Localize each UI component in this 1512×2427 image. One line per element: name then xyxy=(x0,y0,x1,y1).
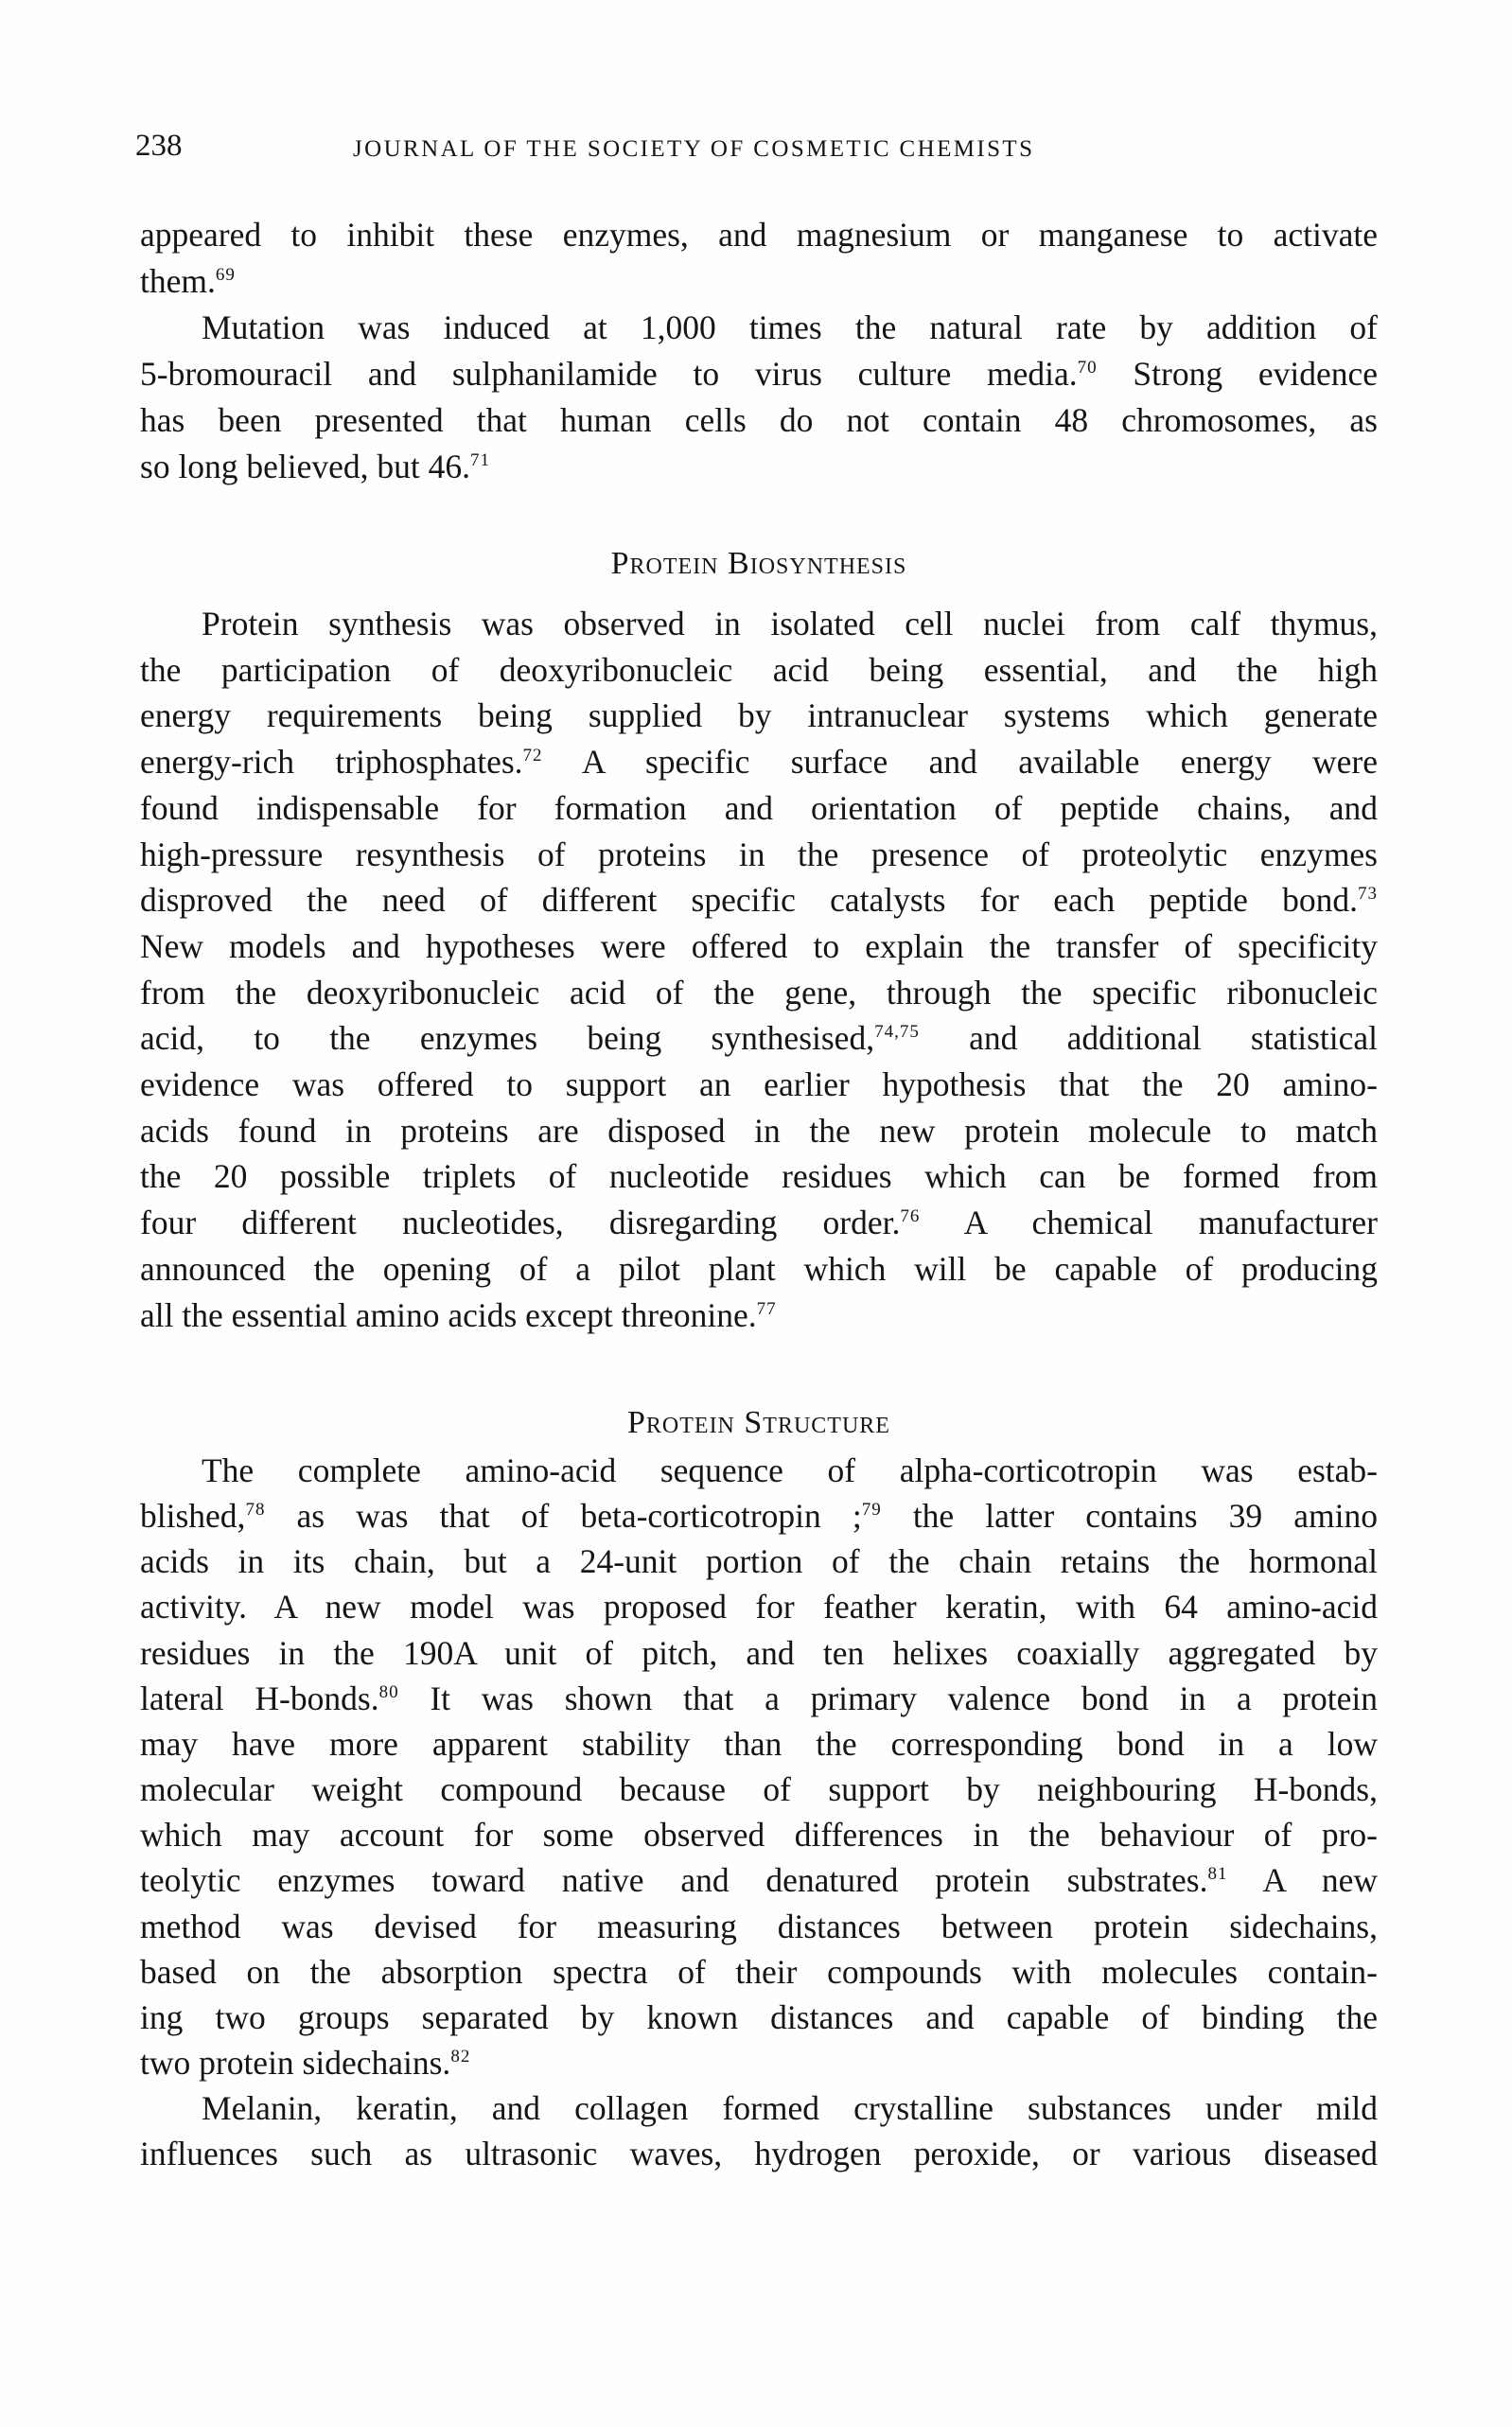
text-line xyxy=(140,1949,1378,1995)
text-line xyxy=(202,601,1378,646)
line-text: which may account for some observed differences in the behaviour of pro- xyxy=(140,1816,1378,1855)
journal-title: JOURNAL OF THE SOCIETY OF COSMETIC CHEMISTS xyxy=(353,136,1035,162)
line-text: A new xyxy=(1227,1861,1378,1900)
line-text: based on the absorption spectra of their compounds with molecules contain- xyxy=(140,1952,1378,1991)
line-text: from the deoxyribonucleic acid of the gene, through the specific ribonucleic xyxy=(140,973,1378,1011)
text-line xyxy=(140,1108,1378,1153)
page-number: 238 xyxy=(135,129,183,163)
text-line xyxy=(140,1857,1378,1903)
line-text: It was shown that a primary valence bond in a protein xyxy=(398,1679,1378,1717)
line-text: lateral H-bonds. xyxy=(140,1679,379,1717)
text-line xyxy=(140,877,1378,923)
text-line xyxy=(140,970,1378,1015)
text-line xyxy=(140,1630,1378,1676)
line-text: so long believed, but 46. xyxy=(140,448,471,485)
text-line xyxy=(140,1721,1378,1767)
text-line xyxy=(140,739,1378,784)
line-text: the 20 possible triplets of nucleotide residues which can be formed from xyxy=(140,1157,1378,1196)
text-line xyxy=(202,305,1378,350)
line-text: may have more apparent stability than the corresponding bond in a low xyxy=(140,1724,1378,1763)
line-text: A chemical manufacturer xyxy=(920,1204,1379,1242)
footnote-ref: 78 xyxy=(245,1500,266,1521)
text-line xyxy=(140,1015,1378,1061)
footnote-ref: 72 xyxy=(522,746,543,766)
footnote-ref: 79 xyxy=(861,1500,882,1521)
line-text: evidence was offered to support an earlier hypothesis that the 20 amino- xyxy=(140,1065,1378,1103)
text-line xyxy=(140,693,1378,738)
line-text: appeared to inhibit these enzymes, and magnesium or manganese to activate xyxy=(140,216,1378,254)
line-text: high-pressure resynthesis of proteins in the presence of proteolytic enzymes xyxy=(140,835,1378,873)
text-line xyxy=(140,785,1378,831)
text-line xyxy=(140,1584,1378,1629)
footnote-ref: 70 xyxy=(1077,358,1098,378)
footnote-ref: 80 xyxy=(378,1681,399,1702)
text-line xyxy=(140,1676,1378,1721)
text-line xyxy=(140,1293,1378,1338)
line-text: all the essential amino acids except threonine. xyxy=(140,1295,757,1334)
text-line xyxy=(140,832,1378,877)
footnote-ref: 81 xyxy=(1207,1864,1228,1885)
section-heading: Protein Biosynthesis xyxy=(610,546,907,581)
line-text: 5-bromouracil and sulphanilamide to virus culture media. xyxy=(140,355,1078,393)
line-text: Melanin, keratin, and collagen formed crystalline substances under mild xyxy=(202,2089,1378,2128)
line-text: acids found in proteins are disposed in the new protein molecule to match xyxy=(140,1111,1378,1150)
text-line xyxy=(140,2131,1378,2176)
text-line xyxy=(140,1246,1378,1292)
line-text: Protein synthesis was observed in isolated cell nuclei from calf thymus, xyxy=(202,605,1378,642)
line-text: teolytic enzymes toward native and denatured protein substrates. xyxy=(140,1861,1208,1900)
line-text: as was that of beta-corticotropin ; xyxy=(265,1497,862,1536)
line-text: two protein sidechains. xyxy=(140,2043,451,2082)
line-text: Mutation was induced at 1,000 times the natural rate by addition of xyxy=(202,308,1378,346)
footnote-ref: 77 xyxy=(756,1298,777,1319)
text-line xyxy=(140,647,1378,693)
line-text: activity. A new model was proposed for feather keratin, with 64 amino-acid xyxy=(140,1588,1378,1627)
section-heading: Protein Structure xyxy=(627,1405,890,1440)
line-text: residues in the 190A unit of pitch, and ten helixes coaxially aggregated by xyxy=(140,1633,1378,1672)
text-line xyxy=(140,1062,1378,1107)
footnote-ref: 74,75 xyxy=(874,1022,920,1043)
footnote-ref: 71 xyxy=(470,450,491,470)
text-line xyxy=(140,1153,1378,1199)
line-text: has been presented that human cells do not contain 48 chromosomes, as xyxy=(140,401,1378,439)
text-line xyxy=(140,212,1378,257)
line-text: the participation of deoxyribonucleic acid being essential, and the high xyxy=(140,650,1378,689)
text-line xyxy=(140,397,1378,443)
running-head xyxy=(135,125,1378,167)
line-text: announced the opening of a pilot plant which will be capable of producing xyxy=(140,1249,1378,1288)
line-text: energy requirements being supplied by intranuclear systems which generate xyxy=(140,696,1378,735)
line-text: New models and hypotheses were offered to explain the transfer of specificity xyxy=(140,926,1378,965)
text-line xyxy=(140,351,1378,396)
text-line xyxy=(140,1995,1378,2040)
line-text: A specific surface and available energy were xyxy=(542,743,1378,782)
line-text: influences such as ultrasonic waves, hydrogen peroxide, or various diseased xyxy=(140,2135,1378,2173)
text-line xyxy=(140,1767,1378,1812)
line-text: them. xyxy=(140,262,216,300)
line-text: method was devised for measuring distances between protein sidechains, xyxy=(140,1907,1378,1945)
text-line xyxy=(140,1812,1378,1857)
text-line xyxy=(202,1448,1378,1493)
text-line xyxy=(140,1539,1378,1584)
text-line xyxy=(140,1200,1378,1245)
text-line xyxy=(202,2085,1378,2131)
line-text: acids in its chain, but a 24-unit portion of the chain retains the hormonal xyxy=(140,1542,1378,1581)
text-line xyxy=(140,2040,1378,2085)
text-line xyxy=(140,1904,1378,1949)
line-text: ing two groups separated by known distances and capable of binding the xyxy=(140,1997,1378,2036)
line-text: acid, to the enzymes being synthesised, xyxy=(140,1019,875,1058)
line-text: The complete amino-acid sequence of alpha-corticotropin was estab- xyxy=(202,1451,1378,1489)
line-text: energy-rich triphosphates. xyxy=(140,743,523,782)
text-line xyxy=(140,923,1378,969)
line-text: and additional statistical xyxy=(919,1019,1379,1058)
text-line xyxy=(140,258,1378,304)
line-text: Strong evidence xyxy=(1097,355,1378,393)
footnote-ref: 76 xyxy=(900,1206,921,1227)
line-text: found indispensable for formation and orientation of peptide chains, and xyxy=(140,788,1378,827)
footnote-ref: 82 xyxy=(450,2046,471,2066)
footnote-ref: 69 xyxy=(215,265,236,285)
footnote-ref: 73 xyxy=(1358,884,1378,905)
text-line xyxy=(140,444,1378,489)
line-text: molecular weight compound because of support by neighbouring H-bonds, xyxy=(140,1770,1378,1809)
line-text: blished, xyxy=(140,1497,246,1536)
text-line xyxy=(140,1493,1378,1539)
line-text: disproved the need of different specific catalysts for each peptide bond. xyxy=(140,881,1358,920)
line-text: the latter contains 39 amino xyxy=(881,1497,1379,1536)
line-text: four different nucleotides, disregarding order. xyxy=(140,1204,901,1242)
